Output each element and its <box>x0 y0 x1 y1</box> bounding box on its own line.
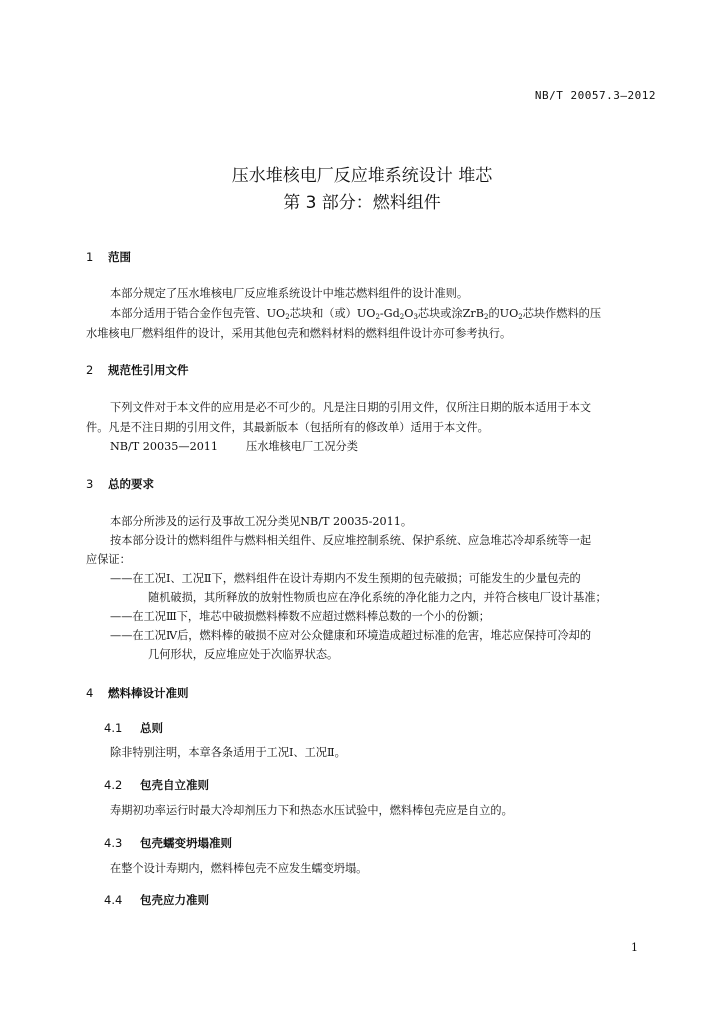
paragraph: 下列文件对于本文件的应用是必不可少的。凡是注日期的引用文件，仅所注日期的版本适用于本文 <box>110 401 592 414</box>
paragraph-continuation: 件。凡是不注日期的引用文件，其最新版本（包括所有的修改单）适用于本文件。 <box>86 421 489 434</box>
section-number: 1 <box>86 250 94 264</box>
subsection-number: 4.1 <box>104 721 123 735</box>
text-run: 芯块或涂ZrB <box>417 307 484 320</box>
paragraph-continuation: 水堆核电厂燃料组件的设计，采用其他包壳和燃料材料的燃料组件设计亦可参考执行。 <box>86 327 512 340</box>
text-run: O <box>404 307 414 320</box>
section-2-heading <box>86 362 189 378</box>
paragraph: 本部分规定了压水堆核电厂反应堆系统设计中堆芯燃料组件的设计准则。 <box>110 287 469 300</box>
standard-number: NB/T 20057.3—2012 <box>534 89 656 102</box>
section-title: 总的要求 <box>108 477 154 491</box>
section-1-heading <box>86 249 131 265</box>
section-title: 燃料棒设计准则 <box>108 686 189 700</box>
section-title: 规范性引用文件 <box>108 363 189 377</box>
section-number: 4 <box>86 686 94 700</box>
section-title: 范围 <box>108 250 131 264</box>
subsection-4-3-heading <box>104 835 232 851</box>
paragraph: 在整个设计寿期内，燃料棒包壳不应发生蠕变坍塌。 <box>110 862 368 875</box>
text-run: 的UO <box>488 307 519 320</box>
subsection-number: 4.3 <box>104 836 123 850</box>
text-run: 芯块和（或）UO <box>289 307 376 320</box>
subsection-number: 4.2 <box>104 778 123 792</box>
list-item-continuation: 随机破损，其所释放的放射性物质也应在净化系统的净化能力之内，并符合核电厂设计基准； <box>148 591 607 604</box>
subsection-number: 4.4 <box>104 893 123 907</box>
subscript: 2 <box>518 313 523 321</box>
paragraph: 寿期初功率运行时最大冷却剂压力下和热态水压试验中，燃料棒包壳应是自立的。 <box>110 804 513 817</box>
text-run: 本部分适用于锆合金作包壳管、UO <box>110 307 286 320</box>
list-item-continuation: 几何形状，反应堆应处于次临界状态。 <box>148 648 339 661</box>
reference-title: 压水堆核电厂工况分类 <box>246 440 358 453</box>
section-number: 3 <box>86 477 94 491</box>
text-run: -Gd <box>379 307 400 320</box>
section-3-heading <box>86 476 154 492</box>
subscript: 2 <box>285 313 290 321</box>
list-item: ——在工况Ⅰ、工况Ⅱ下，燃料组件在设计寿期内不发生预期的包壳破损；可能发生的少量包壳的 <box>110 572 581 585</box>
paragraph: 除非特别注明，本章各条适用于工况Ⅰ、工况Ⅱ。 <box>110 746 346 759</box>
section-number: 2 <box>86 363 94 377</box>
subscript: 2 <box>375 313 380 321</box>
paragraph: 本部分所涉及的运行及事故工况分类见NB/T 20035-2011。 <box>110 515 413 528</box>
list-item: ——在工况Ⅳ后，燃料棒的破损不应对公众健康和环境造成超过标准的危害，堆芯应保持可冷却的 <box>110 629 592 642</box>
document-title-line2: 第 3 部分：燃料组件 <box>283 193 441 213</box>
text-run: 芯块作燃料的压 <box>522 307 602 320</box>
normative-reference <box>110 437 358 457</box>
subsection-4-2-heading <box>104 777 209 793</box>
subsection-title: 包壳应力准则 <box>140 893 209 907</box>
section-4-heading <box>86 685 189 701</box>
subscript: 2 <box>484 313 489 321</box>
subsection-4-4-heading <box>104 892 209 908</box>
subscript: 3 <box>413 313 418 321</box>
subscript: 2 <box>399 313 405 321</box>
page-number: 1 <box>631 941 638 954</box>
subsection-title: 包壳自立准则 <box>140 778 209 792</box>
paragraph: 按本部分设计的燃料组件与燃料相关组件、反应堆控制系统、保护系统、应急堆芯冷却系统等一起 <box>110 534 592 547</box>
subsection-4-1-heading <box>104 720 163 736</box>
subsection-title: 包壳蠕变坍塌准则 <box>140 836 232 850</box>
document-title-line1: 压水堆核电厂反应堆系统设计 堆芯 <box>231 166 493 186</box>
list-item: ——在工况Ⅲ下，堆芯中破损燃料棒数不应超过燃料棒总数的一个小的份额； <box>110 610 490 623</box>
subsection-title: 总则 <box>140 721 163 735</box>
paragraph-continuation: 应保证： <box>86 553 131 566</box>
reference-code: NB/T 20035—2011 <box>110 440 219 453</box>
